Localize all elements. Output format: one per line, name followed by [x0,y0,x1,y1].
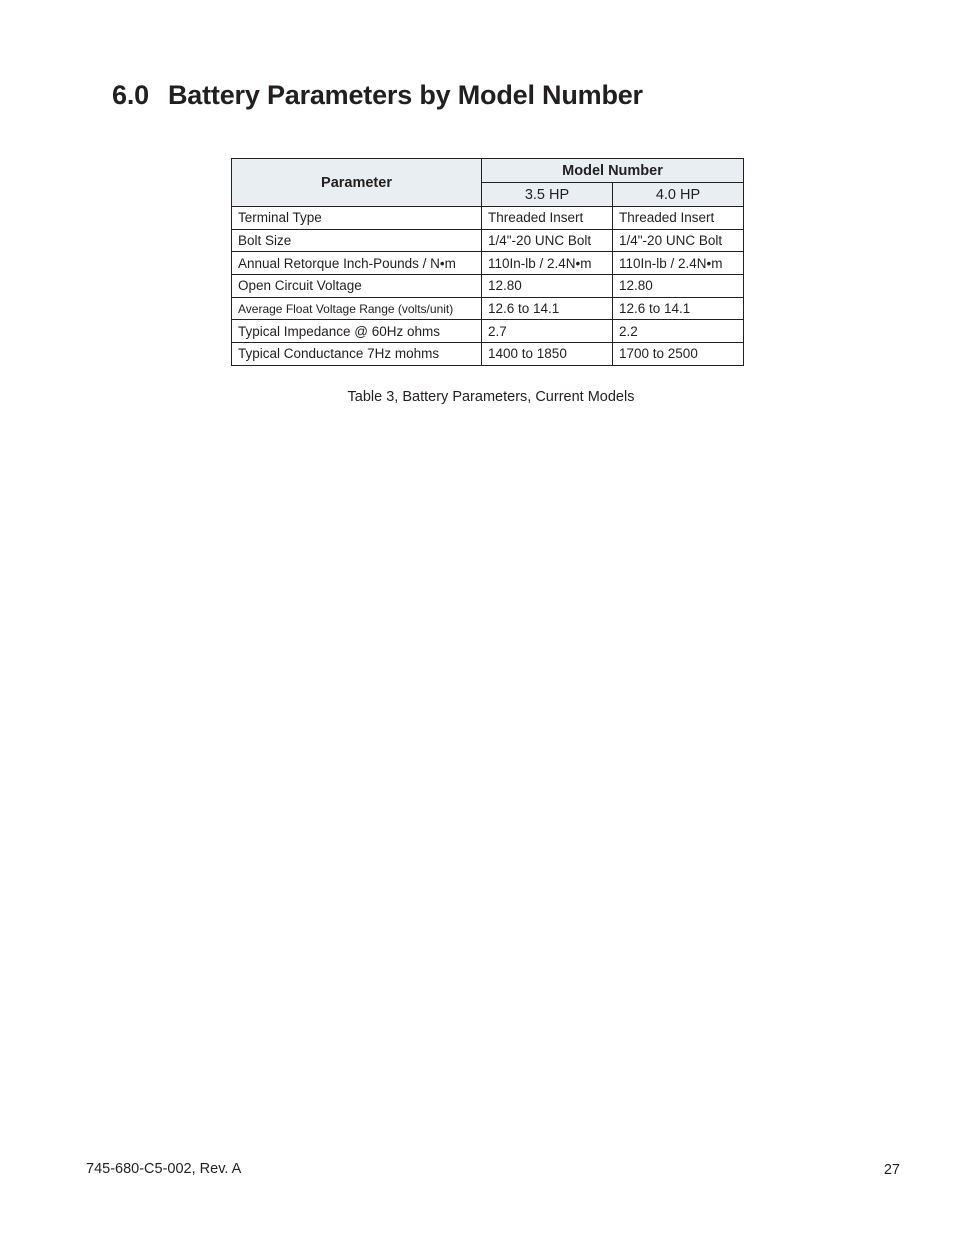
value-cell: Threaded Insert [613,207,744,230]
section-heading [112,80,643,111]
parameter-cell: Average Float Voltage Range (volts/unit) [232,297,482,320]
table-row [232,297,744,320]
value-cell: 12.6 to 14.1 [613,297,744,320]
table-row [232,275,744,298]
model-3-5hp-header: 3.5 HP [482,183,613,207]
value-cell: 1700 to 2500 [613,343,744,366]
parameter-cell: Annual Retorque Inch-Pounds / N•m [232,252,482,275]
table-row [232,343,744,366]
parameter-column-header: Parameter [232,159,482,207]
table-row [232,229,744,252]
footer-page-number: 27 [883,1162,900,1178]
parameter-cell: Typical Conductance 7Hz mohms [232,343,482,366]
parameter-cell: Open Circuit Voltage [232,275,482,298]
section-number: 6.0 [112,80,149,110]
table-row [232,320,744,343]
parameter-cell: Bolt Size [232,229,482,252]
value-cell: 2.7 [482,320,613,343]
section-title: Battery Parameters by Model Number [168,80,643,110]
value-cell: 110In-lb / 2.4N•m [482,252,613,275]
value-cell: 1/4"-20 UNC Bolt [482,229,613,252]
value-cell: Threaded Insert [482,207,613,230]
value-cell: 12.80 [482,275,613,298]
table-row [232,252,744,275]
battery-parameters-table [231,158,744,366]
table-caption: Table 3, Battery Parameters, Current Models [347,389,635,405]
table-header-row [232,159,744,183]
table-row [232,207,744,230]
parameter-cell: Typical Impedance @ 60Hz ohms [232,320,482,343]
value-cell: 1400 to 1850 [482,343,613,366]
value-cell: 110In-lb / 2.4N•m [613,252,744,275]
parameter-cell: Terminal Type [232,207,482,230]
model-4-0hp-header: 4.0 HP [613,183,744,207]
value-cell: 2.2 [613,320,744,343]
footer-document-number: 745-680-C5-002, Rev. A [86,1161,242,1177]
model-number-header: Model Number [482,159,744,183]
value-cell: 1/4"-20 UNC Bolt [613,229,744,252]
value-cell: 12.80 [613,275,744,298]
value-cell: 12.6 to 14.1 [482,297,613,320]
